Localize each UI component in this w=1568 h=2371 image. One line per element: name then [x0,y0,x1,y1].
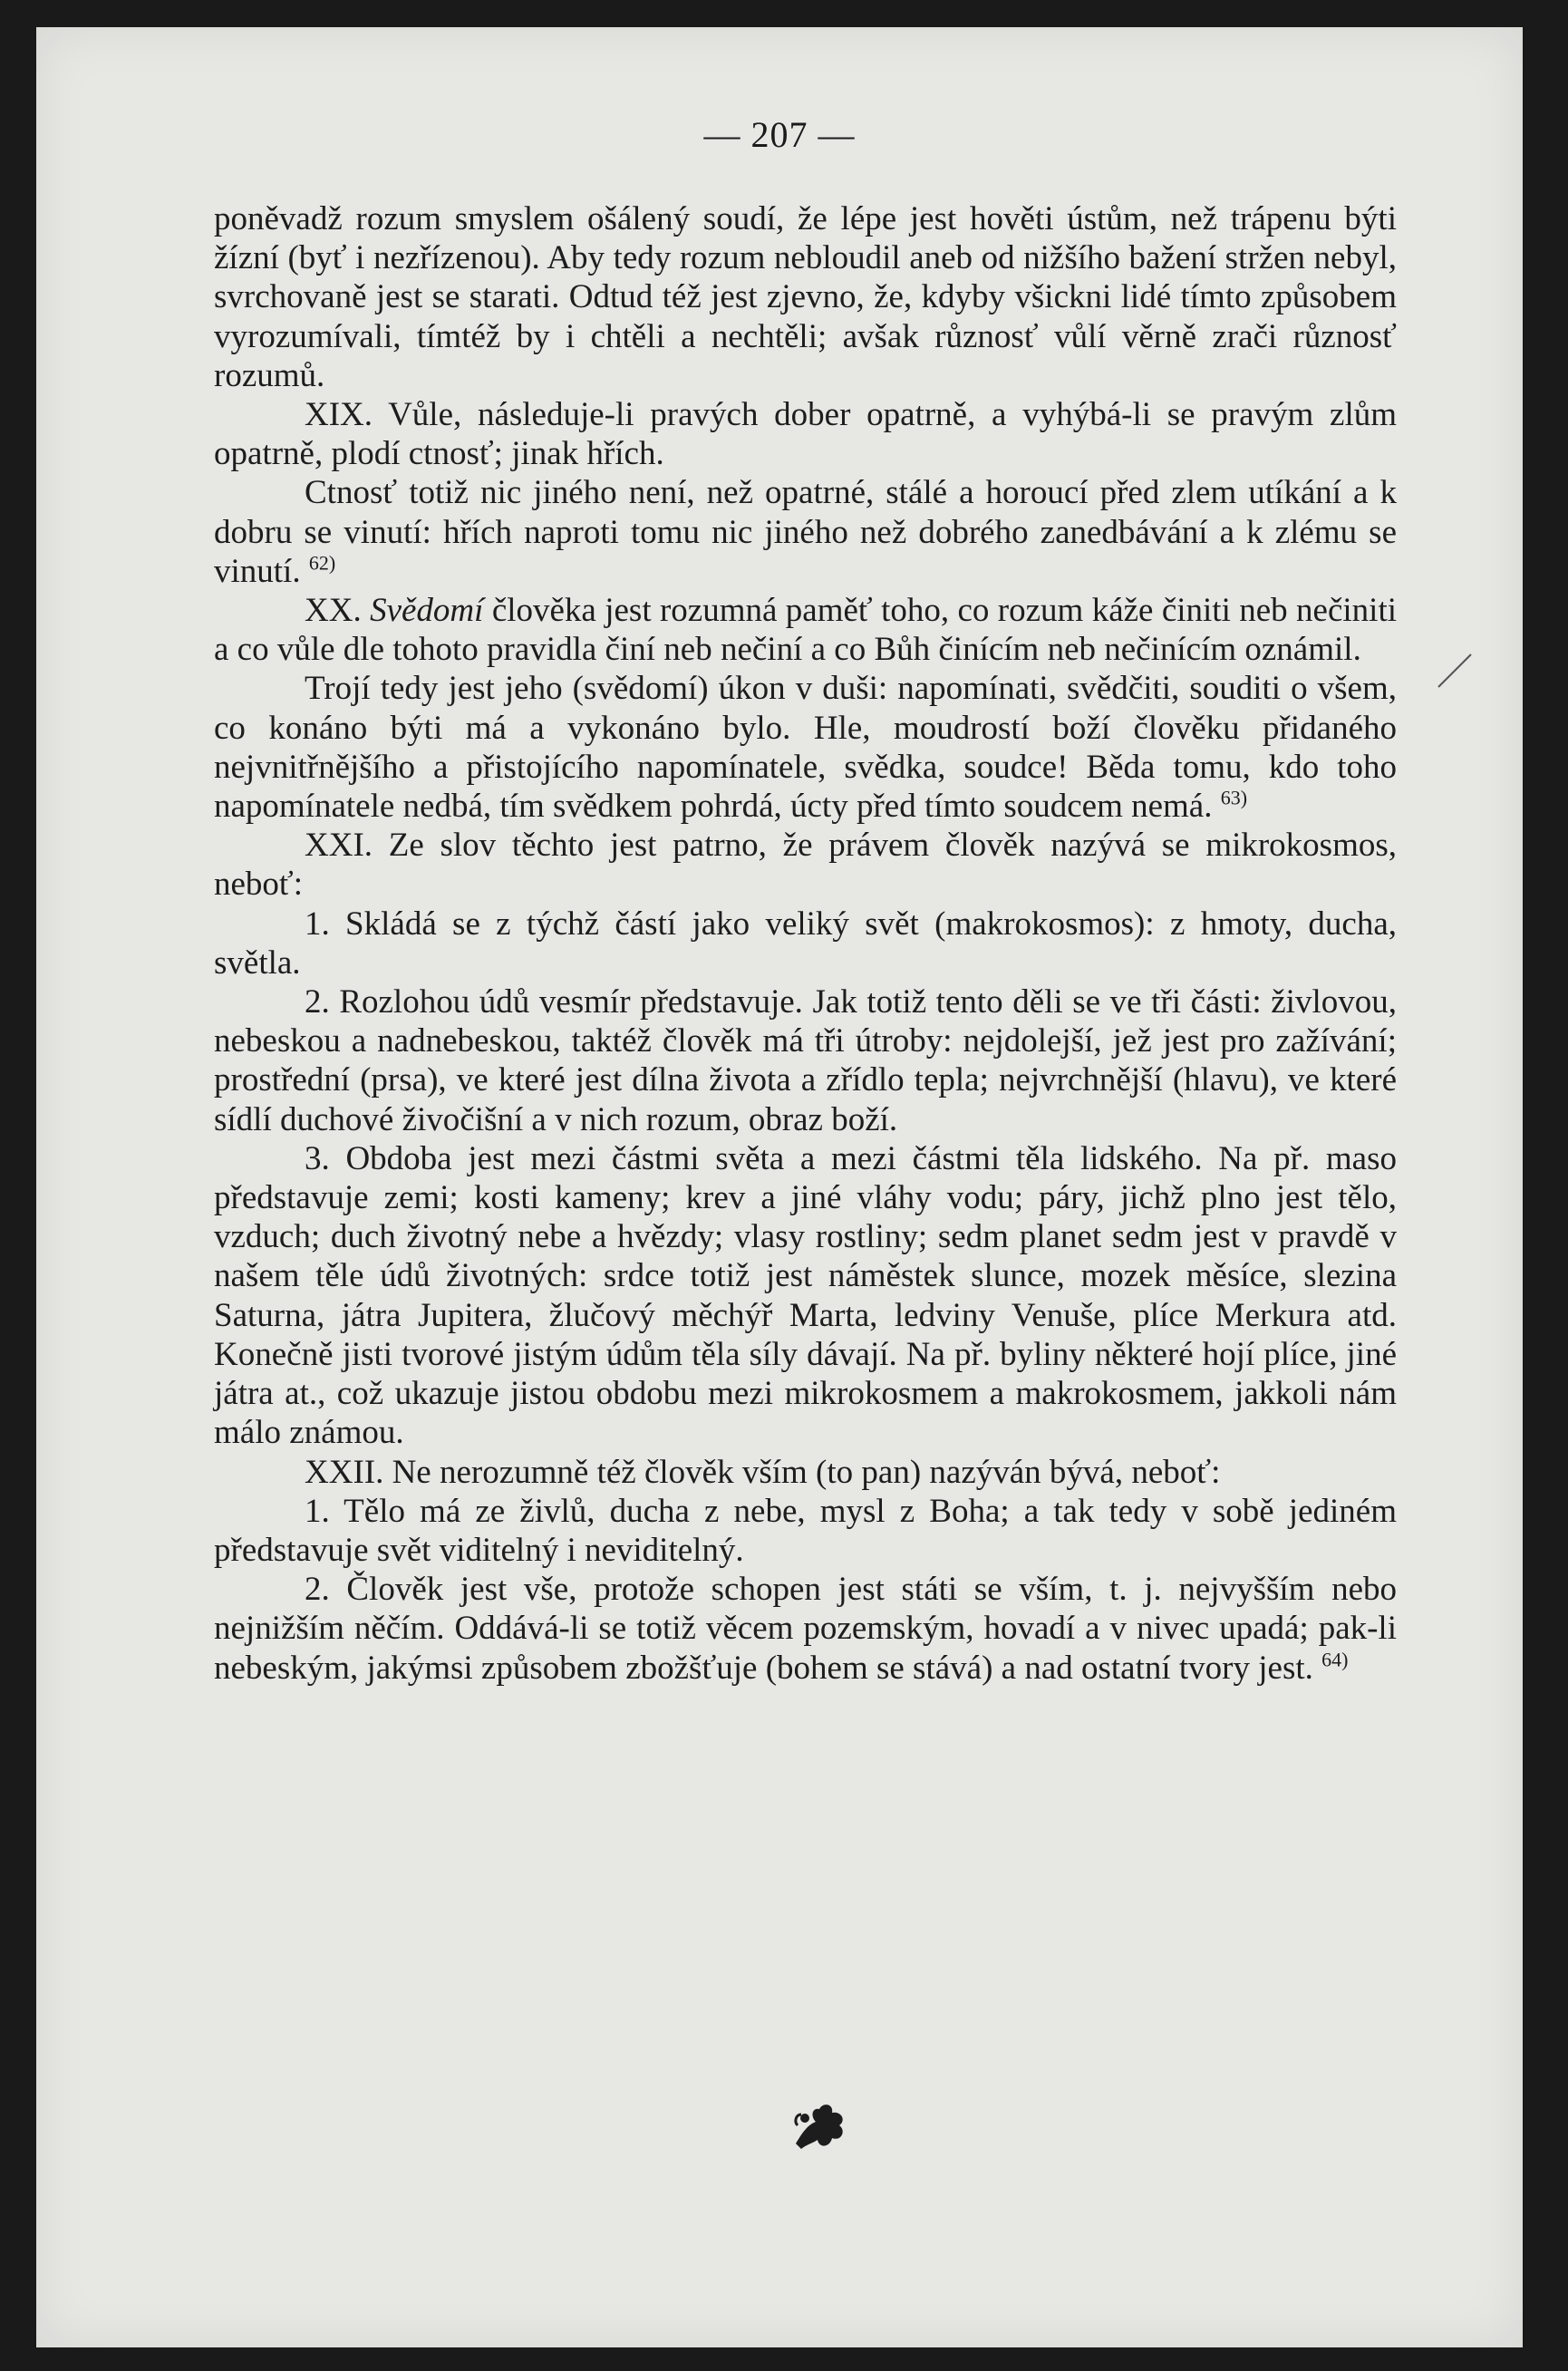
paragraph-4-text: člověka jest rozumná paměť toho, co rozum káže činiti neb nečiniti a co vůle dle tohoto pravidla činí neb nečiní a co Bůh činícím neb nečinícím oznámil. [214,592,1397,669]
paragraph-8 [214,982,1397,1139]
paragraph-7-text: 1. Skládá se z týchž částí jako veliký svět (makrokosmos): z hmoty, ducha, světla. [214,905,1397,982]
margin-pencil-mark-icon [1437,653,1473,689]
paragraph-1-text: poněvadž rozum smyslem ošálený soudí, že lépe jest hověti ústům, než trápenu býti žízní (byť i nezřízenou). Aby tedy rozum nebloudil aneb od nižšího bažení stržen nebyl, svrchovaně jest se starati. Odtud též jest zjevno, že, kdyby všickni lidé tímto způsobem vyrozumívali, tímtéž by i chtěli a nechtěli; avšak různosť vůlí věrně zrači různosť rozumů. [214,200,1397,394]
book-page [36,27,1523,2347]
paragraph-5 [214,669,1397,826]
paragraph-11 [214,1492,1397,1570]
paragraph-12 [214,1570,1397,1688]
footnote-ref-63: 63) [1220,786,1248,809]
paragraph-2-text: XIX. Vůle, následuje-li pravých dober opatrně, a vyhýbá-li se pravým zlům opatrně, plodí ctnosť; jinak hřích. [214,396,1397,473]
footnote-ref-62: 62) [308,551,336,575]
page-number: — 207 — [703,114,856,155]
paragraph-2 [214,395,1397,473]
paragraph-4 [214,591,1397,669]
paragraph-4-italic: Svědomí [370,592,484,630]
paragraph-6 [214,826,1397,904]
paragraph-3 [214,473,1397,591]
paragraph-7 [214,905,1397,982]
paragraph-8-text: 2. Rozlohou údů vesmír představuje. Jak totiž tento děli se ve tři části: živlovou, nebeskou a nadnebeskou, taktéž člověk má tři útroby: nejdolejší, jež jest pro zažívání; prostřední (prsa), ve které jest dílna života a zřídlo tepla; nejvrchnější (hlavu), ve které sídlí duchové živočišní a v nich rozum, obraz boží. [214,983,1397,1138]
paragraph-9 [214,1139,1397,1453]
paragraph-3-text: Ctnosť totiž nic jiného není, než opatrné, stálé a horoucí před zlem utíkání a k dobru se vinutí: hřích naproti tomu nic jiného než dobrého zanedbávání a k zlému se vinutí. [214,474,1397,590]
paragraph-5-text: Trojí tedy jest jeho (svědomí) úkon v duši: napomínati, svědčiti, souditi o všem, co konáno býti má a vykonáno bylo. Hle, moudrostí boží člověku přidaného nejvnitřnějšího a přistojícího napomínatele, svědka, soudce! Běda tomu, kdo toho napomínatele nedbá, tím svědkem pohrdá, úcty před tímto soudcem nemá. [214,670,1397,826]
paragraph-6-text: XXI. Ze slov těchto jest patrno, že právem člověk nazývá se mikrokosmos, neboť: [214,827,1397,904]
floral-ornament-icon [789,2098,852,2153]
paragraph-11-text: 1. Tělo má ze živlů, ducha z nebe, mysl z Boha; a tak tedy v sobě jediném představuje svět viditelný i neviditelný. [214,1492,1397,1569]
paragraph-9-text: 3. Obdoba jest mezi částmi světa a mezi částmi těla lidského. Na př. maso představuje zemi; kosti kameny; krev a jiné vláhy vodu; páry, jichž plno jest tělo, vzduch; duch životný nebe a hvězdy; vlasy rostliny; sedm planet sedm jest v pravdě v našem těle údů životných: srdce totiž jest náměstek slunce, mozek měsíce, slezina Saturna, játra Jupitera, žlučový měchýř Marta, ledviny Venuše, plíce Merkura atd. Konečně jisti tvorové jistým údům těla síly dávají. Na př. byliny některé hojí plíce, jiné játra at., což ukazuje jistou obdobu mezi mikrokosmem a makrokosmem, jakkoli nám málo známou. [214,1139,1397,1452]
paragraph-10 [214,1453,1397,1492]
body-text [214,199,1397,1688]
paragraph-4-lead: XX. [305,592,362,630]
paragraph-1 [214,199,1397,395]
footnote-ref-64: 64) [1321,1648,1349,1671]
paragraph-12-text: 2. Člověk jest vše, protože schopen jest státi se vším, t. j. nejvyšším nebo nejnižším něčím. Oddává-li se totiž věcem pozemským, hovadí a v nivec upadá; pak-li nebeským, jakýmsi způsobem zbožšťuje (bohem se stává) a nad ostatní tvory jest. [214,1571,1397,1687]
paragraph-10-text: XXII. Ne nerozumně též člověk vším (to pan) nazýván bývá, neboť: [305,1453,1221,1491]
